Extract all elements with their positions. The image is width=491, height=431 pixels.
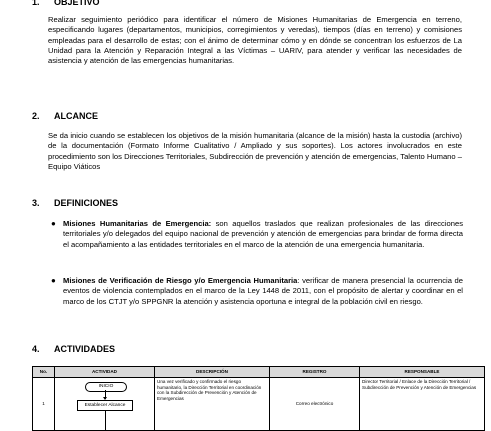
header-actividad: ACTIVIDAD [55,367,155,378]
section-number: 3. [32,198,40,208]
section-heading: ACTIVIDADES [54,344,116,354]
flow-connector [105,410,106,430]
objetivo-paragraph: Realizar seguimiento periódico para identificar el número de Misiones Humanitarias de Emergencia en terreno, especificando lugares (departamentos, municipios, corregimientos y veredas), tiempos (días en terreno) y comisiones empleadas para el desarrollo de estas; con el ánimo de determinar cómo y en dónde se concentran los esfuerzos de La Unidad para la Atención y Reparación Integral a las Víctimas – UARIV, para atender y verificar las necesidades de asistencia y atención de las emergencias humanitarias. [48,15,462,66]
definition-item [51,219,464,250]
flow-start-terminal: INICIO [85,382,127,392]
header-registro: REGISTRO [270,367,360,378]
header-responsable: RESPONSABLE [360,367,485,378]
section-heading: ALCANCE [54,111,98,121]
section-title-definiciones [32,198,118,208]
cell-registro: Correo electrónico [270,378,360,431]
cell-no: 1 [33,378,55,431]
definition-term: Misiones de Verificación de Riesgo y/o Emergencia Humanitaria [63,276,298,285]
section-title-objetivo [32,0,100,7]
section-number: 4. [32,344,40,354]
alcance-paragraph: Se da inicio cuando se establecen los objetivos de la misión humanitaria (alcance de la misión) hasta la custodia (archivo) de la documentación (Formato Informe Cualitativo / Ampliado y sus soportes). Los actores involucrados en este procedimiento son los Direcciones Territoriales, Subdirección de prevención y atención de emergencias, Talento Humano – Equipo Viáticos [48,131,462,171]
header-no: No. [33,367,55,378]
definition-text: : verificar de manera presencial la ocurrencia de eventos de violencia contemplados en el marco de la Ley 1448 de 2011, con el propósito de alertar y coordinar en el marco de los CTJT y/o SPPGNR la atención y asistencia oportuna e integral de la población civil en riesgo. [63,276,463,306]
activities-table [32,366,485,431]
cell-actividad [55,378,155,431]
definition-text: son aquellos traslados que realizan profesionales de las direcciones territoriales y/o delegados del equipo nacional de prevención y atención de emergencias para brindar de forma directa el acompañamiento a las entidades territoriales en el marco de la atención de una emergencia humanitaria. [63,219,464,249]
section-title-alcance [32,111,98,121]
header-descripcion: DESCRIPCIÓN [155,367,270,378]
flow-process-box: Establecer Alcance [77,400,133,411]
section-heading: DEFINICIONES [54,198,119,208]
flowchart [57,379,152,429]
bullet-icon: ● [51,276,56,285]
section-number: 2. [32,111,40,121]
bullet-icon: ● [51,219,56,228]
section-number: 1. [32,0,40,7]
cell-responsable: Director Territorial / Enlace de la Dirección Territorial / Subdirección de Prevención y Atención de Emergencias [360,378,485,431]
cell-descripcion: Una vez verificado y confirmado el riesgo humanitario, la Dirección Territorial en coordinación con la Subdirección de Prevención y Atención de Emergencias [155,378,270,431]
section-title-actividades [32,344,115,354]
section-heading: OBJETIVO [54,0,100,7]
table-row [33,378,485,431]
definition-item [51,276,463,307]
definition-term: Misiones Humanitarias de Emergencia: [63,219,212,228]
table-header-row [33,367,485,378]
